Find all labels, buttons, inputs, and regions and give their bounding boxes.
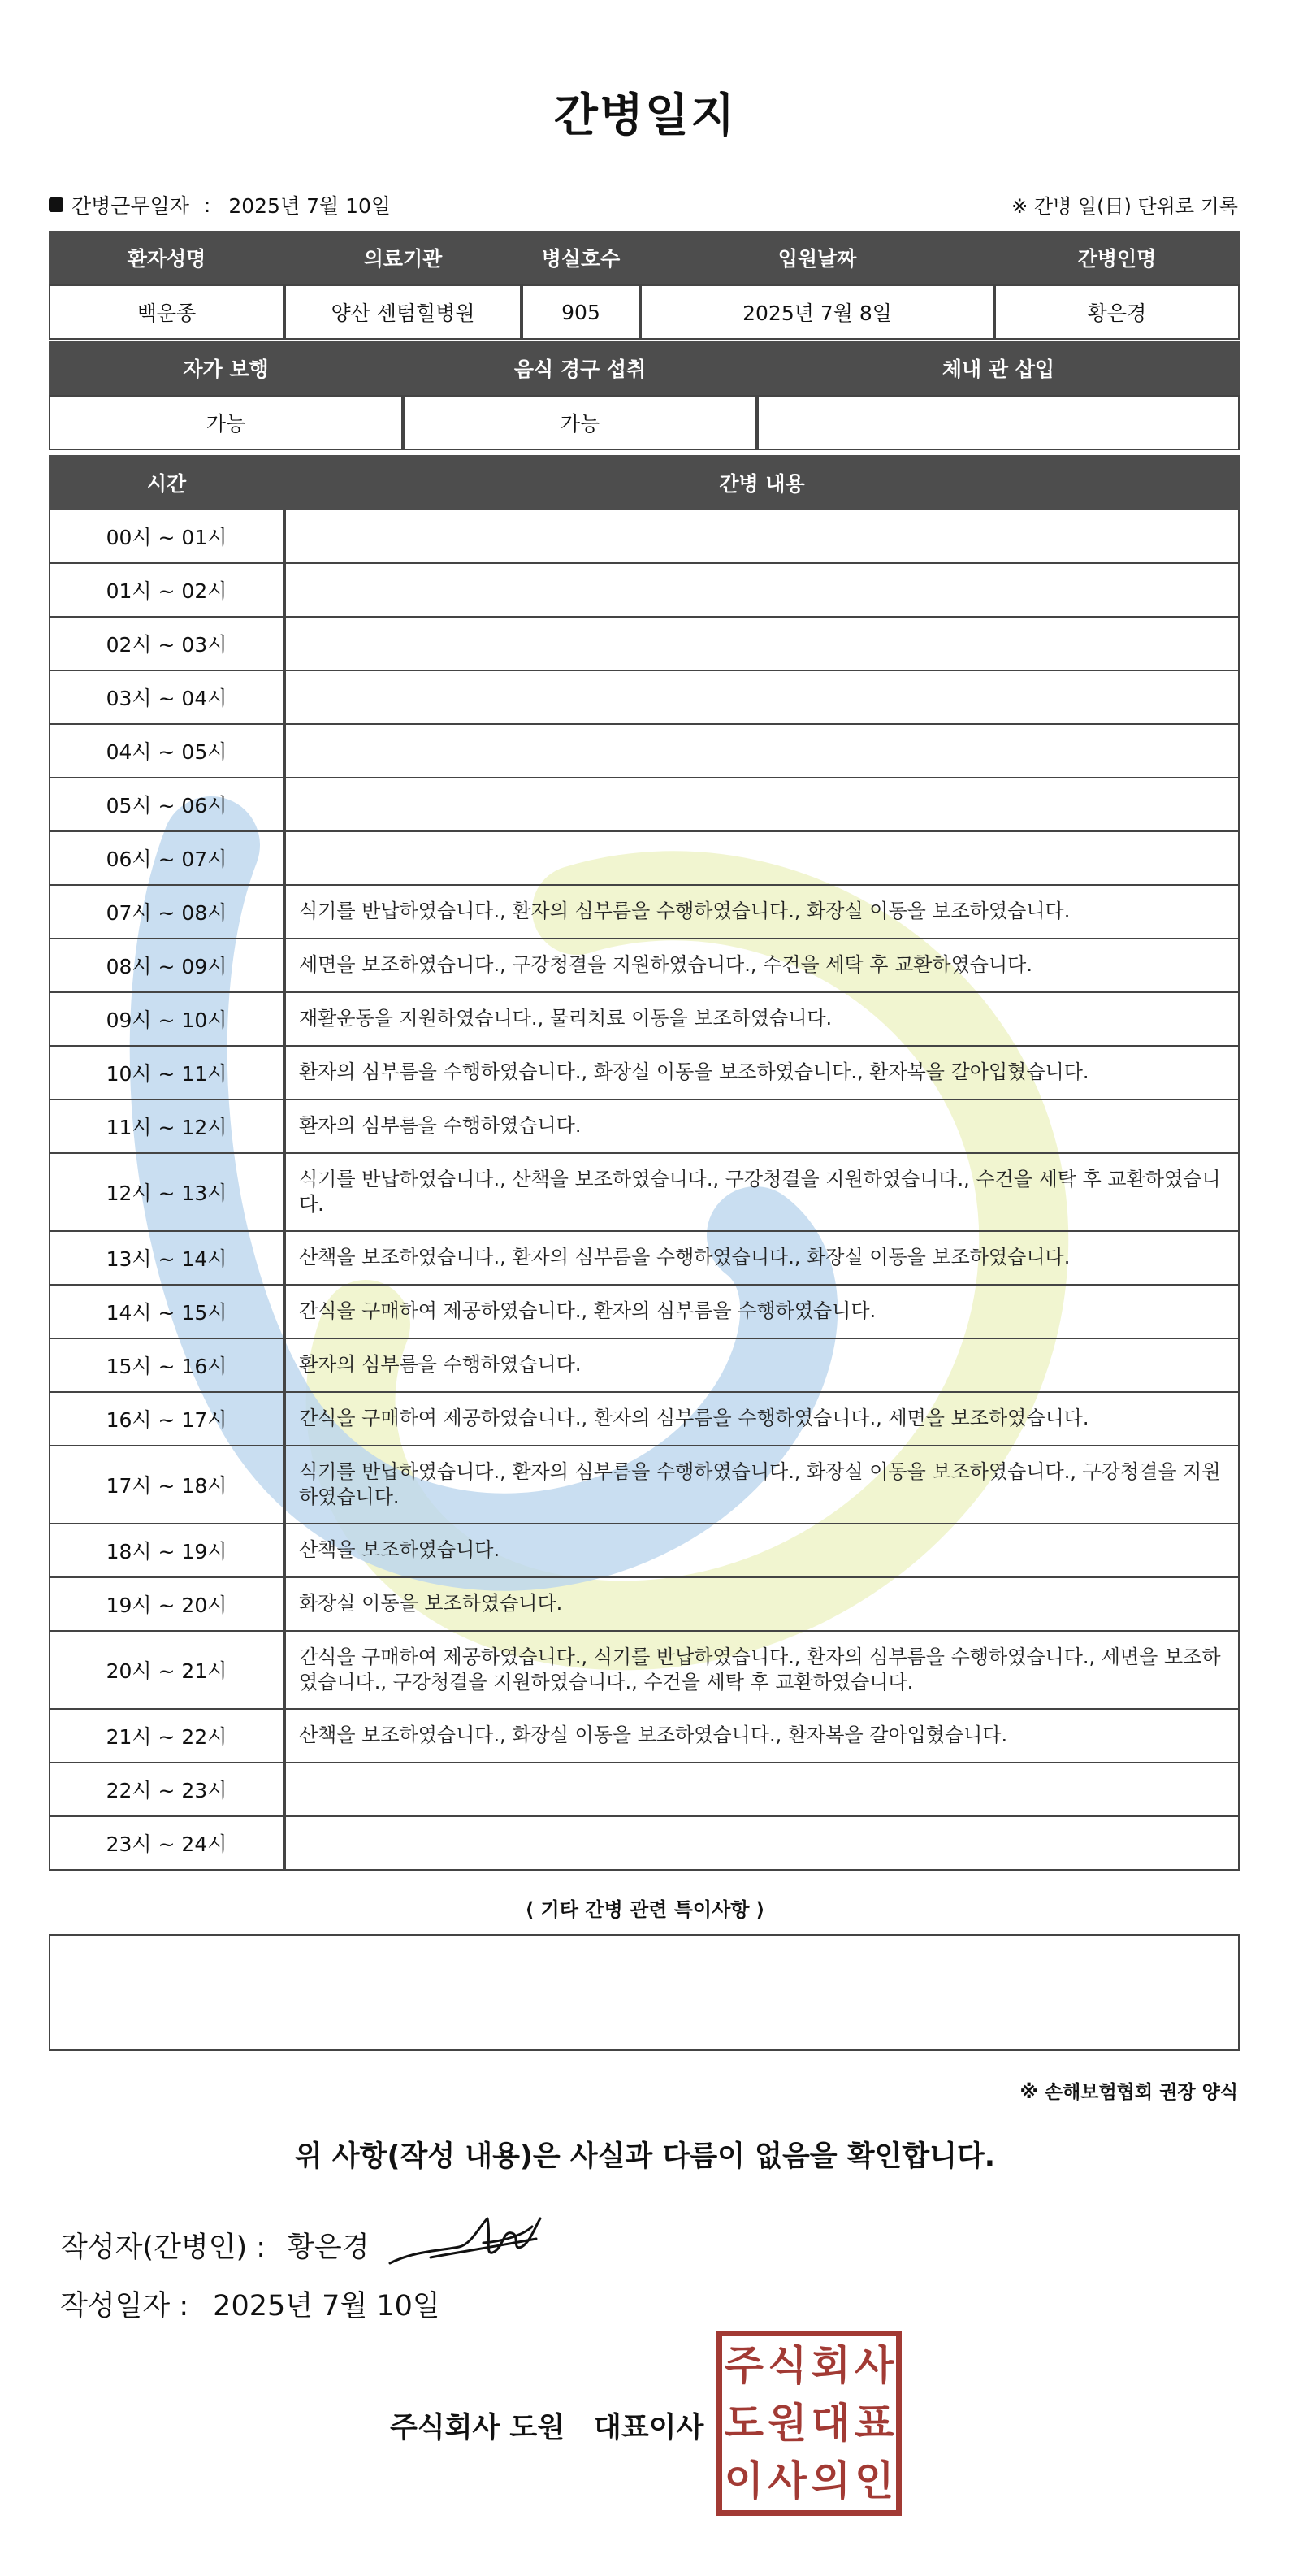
unit-note: ※ 간병 일(日) 단위로 기록 [1011,195,1238,218]
header-tube-insertion: 체내 관 삽입 [757,341,1240,395]
header-care-content: 간병 내용 [284,455,1240,510]
row-content [286,1817,1241,1869]
header-caregiver: 간병인명 [994,231,1240,284]
table-row [49,1339,1240,1393]
row-time: 20시 ~ 21시 [50,1632,286,1708]
caregiver-name: 황은경 [994,284,1240,340]
patient-table [49,231,1240,340]
row-time: 09시 ~ 10시 [50,993,286,1045]
writer-line [60,2225,370,2266]
table-row [49,618,1240,671]
table-row [49,725,1240,778]
row-content: 식기를 반납하였습니다., 환자의 심부름을 수행하였습니다., 화장실 이동을 보조하였습니다. [299,900,1071,923]
row-content: 산책을 보조하였습니다. [299,1538,500,1562]
table-row [49,1763,1240,1817]
table-row [49,1232,1240,1286]
row-time: 03시 ~ 04시 [50,671,286,723]
row-content: 식기를 반납하였습니다., 산책을 보조하였습니다., 구강청결을 지원하였습니다., 수건을 세탁 후 교환하였습니다. [299,1167,1221,1216]
tube-insertion-value [757,395,1240,450]
row-content: 재활운동을 지원하였습니다., 물리치료 이동을 보조하였습니다. [299,1007,833,1030]
company-seal: 주 식 회 사 도 원 대 표 이 사 의 인 [716,2331,902,2516]
row-time: 04시 ~ 05시 [50,725,286,777]
signature-icon [382,2202,544,2283]
bullet-square-icon [49,197,63,212]
row-time: 07시 ~ 08시 [50,886,286,938]
row-time: 08시 ~ 09시 [50,939,286,991]
hospital-name: 양산 센텀힐병원 [284,284,522,340]
table-row [49,1100,1240,1154]
row-time: 15시 ~ 16시 [50,1339,286,1391]
header-self-walking: 자가 보행 [49,341,403,395]
header-room: 병실호수 [522,231,640,284]
table-row [49,832,1240,886]
notes-title: ⟨ 기타 간병 관련 특이사항 ⟩ [525,1898,765,1921]
writer-name: 황은경 [287,2231,370,2264]
row-time: 16시 ~ 17시 [50,1393,286,1445]
row-content [286,618,1241,670]
row-time: 10시 ~ 11시 [50,1047,286,1099]
company-line [390,2405,703,2446]
care-schedule-table [49,455,1240,1871]
ability-table [49,341,1240,450]
table-row [49,1578,1240,1632]
patient-name: 백운종 [49,284,284,340]
row-content [286,778,1241,830]
table-row [49,1047,1240,1100]
row-content: 간식을 구매하여 제공하였습니다., 환자의 심부름을 수행하였습니다. [299,1299,877,1323]
row-content [286,725,1241,777]
self-walking-value: 가능 [49,395,403,450]
confirm-statement: 위 사항(작성 내용)은 사실과 다름이 없음을 확인합니다. [294,2140,996,2173]
row-time: 23시 ~ 24시 [50,1817,286,1869]
table-row [49,1632,1240,1710]
work-date [49,190,391,219]
work-date-label: 간병근무일자 [71,194,189,218]
header-patient-name: 환자성명 [49,231,284,284]
table-row [49,1524,1240,1578]
row-content: 산책을 보조하였습니다., 화장실 이동을 보조하였습니다., 환자복을 갈아입혔습니다. [299,1724,1008,1747]
row-time: 18시 ~ 19시 [50,1524,286,1576]
row-content: 산책을 보조하였습니다., 환자의 심부름을 수행하였습니다., 화장실 이동을 보조하였습니다. [299,1246,1071,1269]
written-date-value: 2025년 7월 10일 [213,2290,440,2322]
row-content: 환자의 심부름을 수행하였습니다. [299,1114,582,1138]
table-row [49,1817,1240,1871]
header-oral-intake: 음식 경구 섭취 [403,341,757,395]
table-row [49,993,1240,1047]
row-time: 17시 ~ 18시 [50,1446,286,1523]
writer-label: 작성자(간병인) : [60,2231,266,2264]
page-title: 간병일지 [553,89,737,142]
row-content: 세면을 보조하였습니다., 구강청결을 지원하였습니다., 수건을 세탁 후 교환하였습니다. [299,953,1032,977]
table-row [49,1710,1240,1763]
room-number: 905 [522,284,640,340]
company-name: 주식회사 도원 [390,2412,565,2444]
row-content: 식기를 반납하였습니다., 환자의 심부름을 수행하였습니다., 화장실 이동을 보조하였습니다., 구강청결을 지원하였습니다. [299,1459,1221,1508]
row-content [286,832,1241,884]
row-content: 환자의 심부름을 수행하였습니다. [299,1353,582,1377]
header-hospital: 의료기관 [284,231,522,284]
admission-date: 2025년 7월 8일 [640,284,994,340]
table-row [49,1446,1240,1524]
row-time: 21시 ~ 22시 [50,1710,286,1762]
row-content [286,510,1241,562]
row-time: 00시 ~ 01시 [50,510,286,562]
header-admission-date: 입원날짜 [640,231,994,284]
row-content: 간식을 구매하여 제공하였습니다., 식기를 반납하였습니다., 환자의 심부름을 수행하였습니다., 세면을 보조하였습니다., 구강청결을 지원하였습니다., 수건을 세탁 후 교환하였습니다. [299,1645,1221,1693]
row-content [286,1763,1241,1815]
recommend-note: ※ 손해보험협회 권장 양식 [1019,2082,1238,2103]
notes-box [49,1934,1240,2051]
row-time: 01시 ~ 02시 [50,564,286,616]
table-row [49,671,1240,725]
row-time: 02시 ~ 03시 [50,618,286,670]
row-time: 11시 ~ 12시 [50,1100,286,1152]
work-date-value: 2025년 7월 10일 [228,194,392,218]
row-time: 06시 ~ 07시 [50,832,286,884]
oral-intake-value: 가능 [403,395,757,450]
row-content: 화장실 이동을 보조하였습니다. [299,1592,563,1615]
row-time: 14시 ~ 15시 [50,1286,286,1338]
row-time: 19시 ~ 20시 [50,1578,286,1630]
representative-title: 대표이사 [594,2412,704,2444]
row-content [286,671,1241,723]
table-row [49,510,1240,564]
table-row [49,1286,1240,1339]
row-content [286,564,1241,616]
row-content: 환자의 심부름을 수행하였습니다., 화장실 이동을 보조하였습니다., 환자복을 갈아입혔습니다. [299,1060,1089,1084]
written-date-label: 작성일자 : [60,2290,189,2322]
written-date-line [60,2283,440,2324]
row-time: 13시 ~ 14시 [50,1232,286,1284]
work-date-colon: : [203,193,211,217]
table-row [49,778,1240,832]
table-row [49,1393,1240,1446]
row-time: 05시 ~ 06시 [50,778,286,830]
table-row [49,939,1240,993]
row-time: 22시 ~ 23시 [50,1763,286,1815]
table-row [49,564,1240,618]
row-content: 간식을 구매하여 제공하였습니다., 환자의 심부름을 수행하였습니다., 세면을 보조하였습니다. [299,1407,1089,1430]
row-time: 12시 ~ 13시 [50,1154,286,1230]
header-time: 시간 [49,455,284,510]
table-row [49,886,1240,939]
table-row [49,1154,1240,1232]
